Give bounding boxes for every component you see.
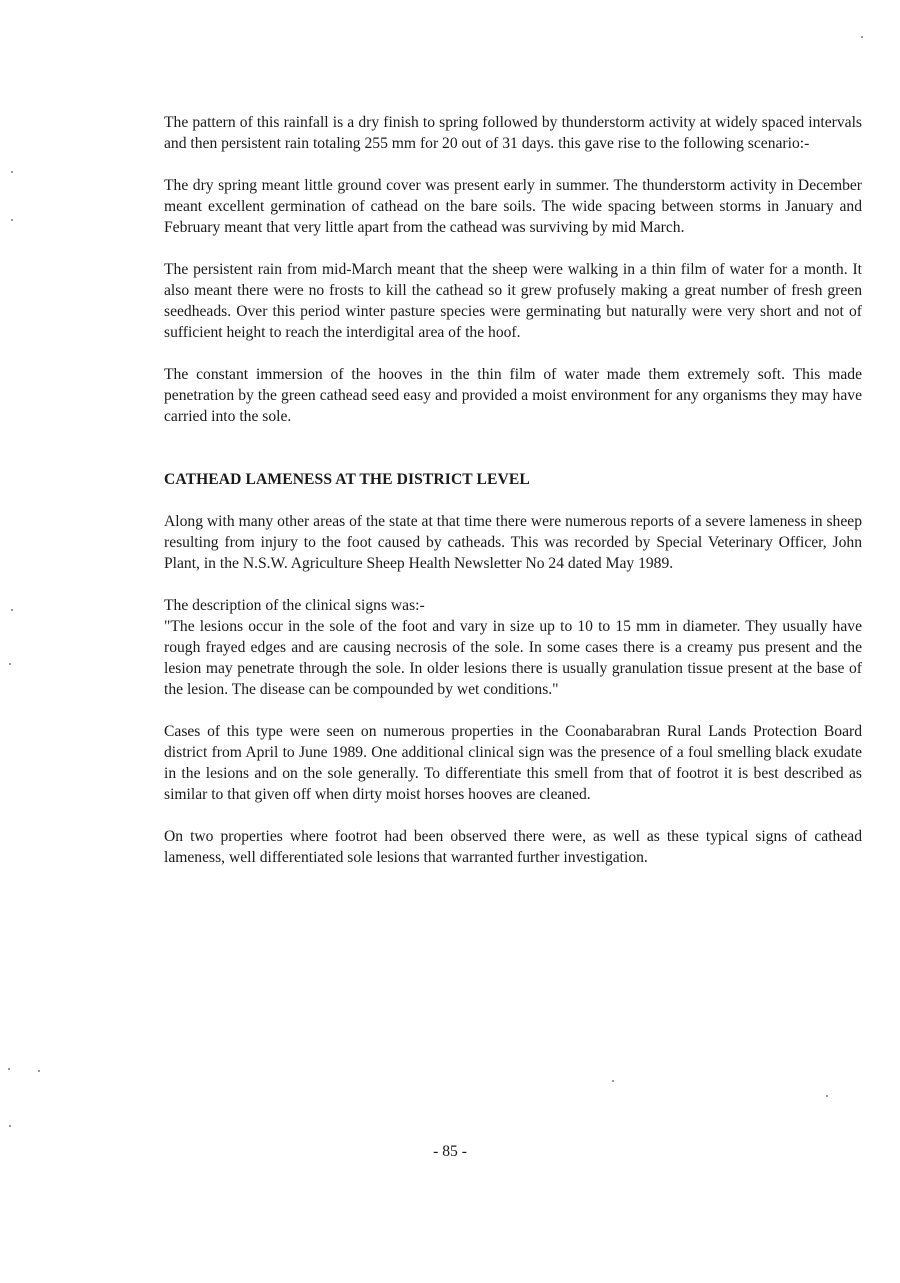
scan-speck (11, 171, 13, 173)
document-body (164, 112, 862, 868)
scan-speck (11, 219, 13, 221)
paragraph-hoof-immersion: The constant immersion of the hooves in the thin film of water made them extremely soft. This made penetration by the green cathead seed easy and provided a moist environment for any organisms they may have carried into the sole. (164, 366, 862, 425)
paragraph-rainfall-pattern: The pattern of this rainfall is a dry finish to spring followed by thunderstorm activity at widely spaced intervals and then persistent rain totaling 255 mm for 20 out of 31 days. this gave rise to the following scenario:- (164, 114, 862, 152)
scan-speck (612, 1080, 614, 1082)
scan-speck (38, 1070, 40, 1072)
paragraph-persistent-rain: The persistent rain from mid-March meant that the sheep were walking in a thin film of water for a month. It also meant there were no frosts to kill the cathead so it grew profusely making a great number of fresh green seedheads. Over this period winter pasture species were germinating but naturally were very short and not of sufficient height to reach the interdigital area of the hoof. (164, 261, 862, 341)
paragraph-district-cases: Cases of this type were seen on numerous properties in the Coonabarabran Rural Lands Protection Board district from April to June 1989. One additional clinical sign was the presence of a foul smelling black exudate in the lesions and on the sole generally. To differentiate this smell from that of footrot it is best described as similar to that given off when dirty moist horses hooves are cleaned. (164, 723, 862, 803)
scan-speck (8, 1068, 10, 1070)
paragraph-dry-spring: The dry spring meant little ground cover was present early in summer. The thunderstorm activity in December meant excellent germination of cathead on the bare soils. The wide spacing between storms in January and February meant that very little apart from the cathead was surviving by mid March. (164, 177, 862, 236)
scan-speck (9, 663, 11, 665)
paragraph-sole-lesions: On two properties where footrot had been observed there were, as well as these typical signs of cathead lameness, well differentiated sole lesions that warranted further investigation. (164, 828, 862, 866)
section-heading: CATHEAD LAMENESS AT THE DISTRICT LEVEL (164, 471, 530, 488)
scan-speck (9, 1125, 11, 1127)
paragraph-clinical-intro: The description of the clinical signs was:- (164, 597, 425, 614)
scan-speck (11, 609, 13, 611)
scan-speck (826, 1095, 828, 1097)
paragraph-state-reports: Along with many other areas of the state at that time there were numerous reports of a severe lameness in sheep resulting from injury to the foot caused by catheads. This was recorded by Special Veterinary Officer, John Plant, in the N.S.W. Agriculture Sheep Health Newsletter No 24 dated May 1989. (164, 513, 862, 572)
page-number: - 85 - (433, 1143, 467, 1160)
scan-speck (861, 36, 863, 38)
paragraph-clinical-quote: "The lesions occur in the sole of the foot and vary in size up to 10 to 15 mm in diameter. They usually have rough frayed edges and are causing necrosis of the sole. In some cases there is a creamy pus present and the lesion may penetrate through the sole. In older lesions there is usually granulation tissue present at the base of the lesion. The disease can be compounded by wet conditions." (164, 618, 862, 698)
